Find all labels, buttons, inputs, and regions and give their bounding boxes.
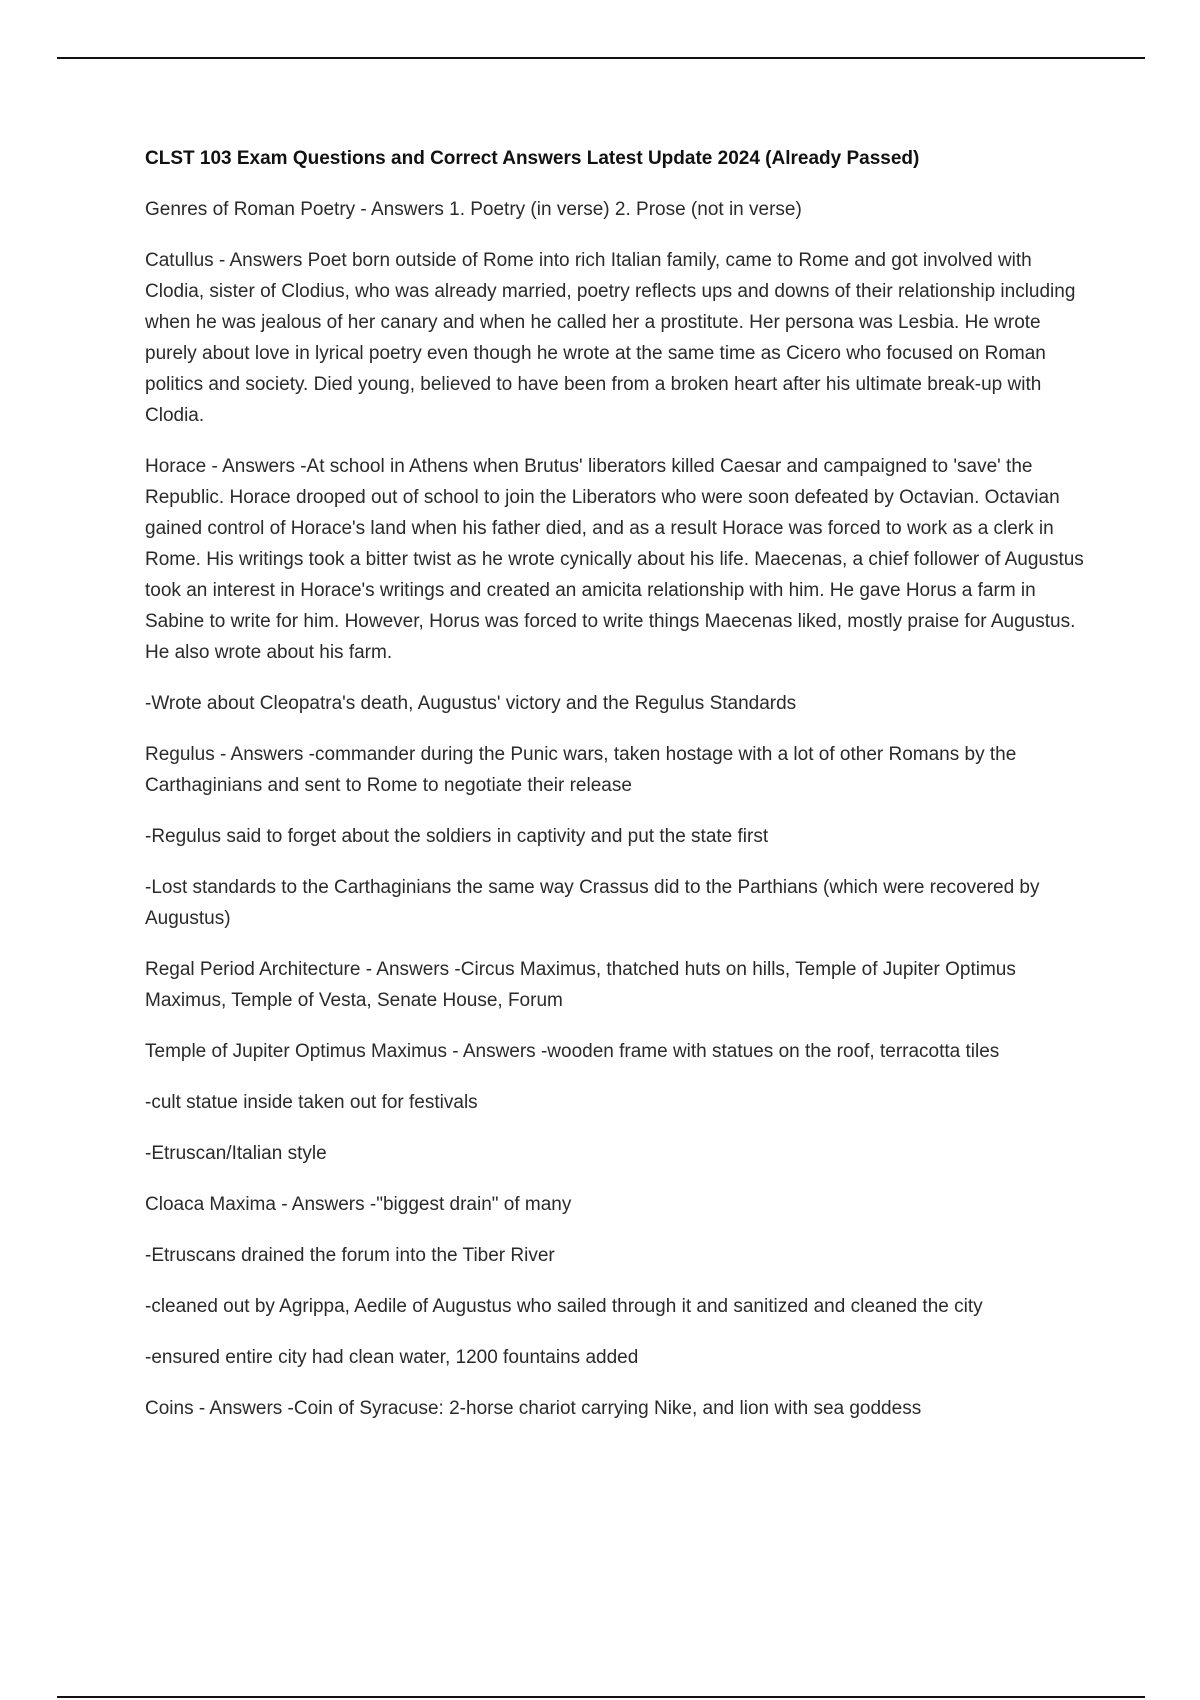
paragraph-temple-note-1: -cult statue inside taken out for festivals — [145, 1092, 478, 1113]
document-body — [145, 143, 1095, 1444]
footer-rule — [57, 1696, 1145, 1698]
paragraph-horace: Horace - Answers -At school in Athens when Brutus' liberators killed Caesar and campaigned to 'save' the Republic. Horace drooped out of school to join the Liberators who were soon defeated by Octavian. Octavian gained control of Horace's land when his father died, and as a result Horace was forced to work as a clerk in Rome. His writings took a bitter twist as he wrote cynically about his life. Maecenas, a chief follower of Augustus took an interest in Horace's writings and created an amicita relationship with him. He gave Horus a farm in Sabine to write for him. However, Horus was forced to write things Maecenas liked, mostly praise for Augustus. He also wrote about his farm. — [145, 456, 1084, 663]
paragraph-cloaca-note-2: -cleaned out by Agrippa, Aedile of Augustus who sailed through it and sanitized and cleaned the city — [145, 1296, 983, 1317]
paragraph-genres: Genres of Roman Poetry - Answers 1. Poetry (in verse) 2. Prose (not in verse) — [145, 199, 802, 220]
paragraph-catullus: Catullus - Answers Poet born outside of Rome into rich Italian family, came to Rome and got involved with Clodia, sister of Clodius, who was already married, poetry reflects ups and downs of their relationship including when he was jealous of her canary and when he called her a prostitute. Her persona was Lesbia. He wrote purely about love in lyrical poetry even though he wrote at the same time as Cicero who focused on Roman politics and society. Died young, believed to have been from a broken heart after his ultimate break-up with Clodia. — [145, 250, 1076, 426]
paragraph-cloaca-maxima: Cloaca Maxima - Answers -"biggest drain" of many — [145, 1194, 572, 1215]
paragraph-horace-note: -Wrote about Cleopatra's death, Augustus' victory and the Regulus Standards — [145, 693, 797, 714]
paragraph-temple-jupiter: Temple of Jupiter Optimus Maximus - Answers -wooden frame with statues on the roof, terracotta tiles — [145, 1041, 1000, 1062]
paragraph-cloaca-note-3: -ensured entire city had clean water, 1200 fountains added — [145, 1347, 639, 1368]
paragraph-regal-architecture: Regal Period Architecture - Answers -Circus Maximus, thatched huts on hills, Temple of Jupiter Optimus Maximus, Temple of Vesta, Senate House, Forum — [145, 959, 1016, 1011]
document-title: CLST 103 Exam Questions and Correct Answers Latest Update 2024 (Already Passed) — [145, 148, 920, 169]
paragraph-regulus-note-2: -Lost standards to the Carthaginians the same way Crassus did to the Parthians (which were recovered by Augustus) — [145, 877, 1040, 929]
paragraph-coins: Coins - Answers -Coin of Syracuse: 2-horse chariot carrying Nike, and lion with sea goddess — [145, 1398, 922, 1419]
paragraph-cloaca-note-1: -Etruscans drained the forum into the Tiber River — [145, 1245, 555, 1266]
paragraph-regulus-note-1: -Regulus said to forget about the soldiers in captivity and put the state first — [145, 826, 769, 847]
header-rule — [57, 57, 1145, 59]
paragraph-regulus: Regulus - Answers -commander during the Punic wars, taken hostage with a lot of other Romans by the Carthaginians and sent to Rome to negotiate their release — [145, 744, 1017, 796]
paragraph-temple-note-2: -Etruscan/Italian style — [145, 1143, 327, 1164]
